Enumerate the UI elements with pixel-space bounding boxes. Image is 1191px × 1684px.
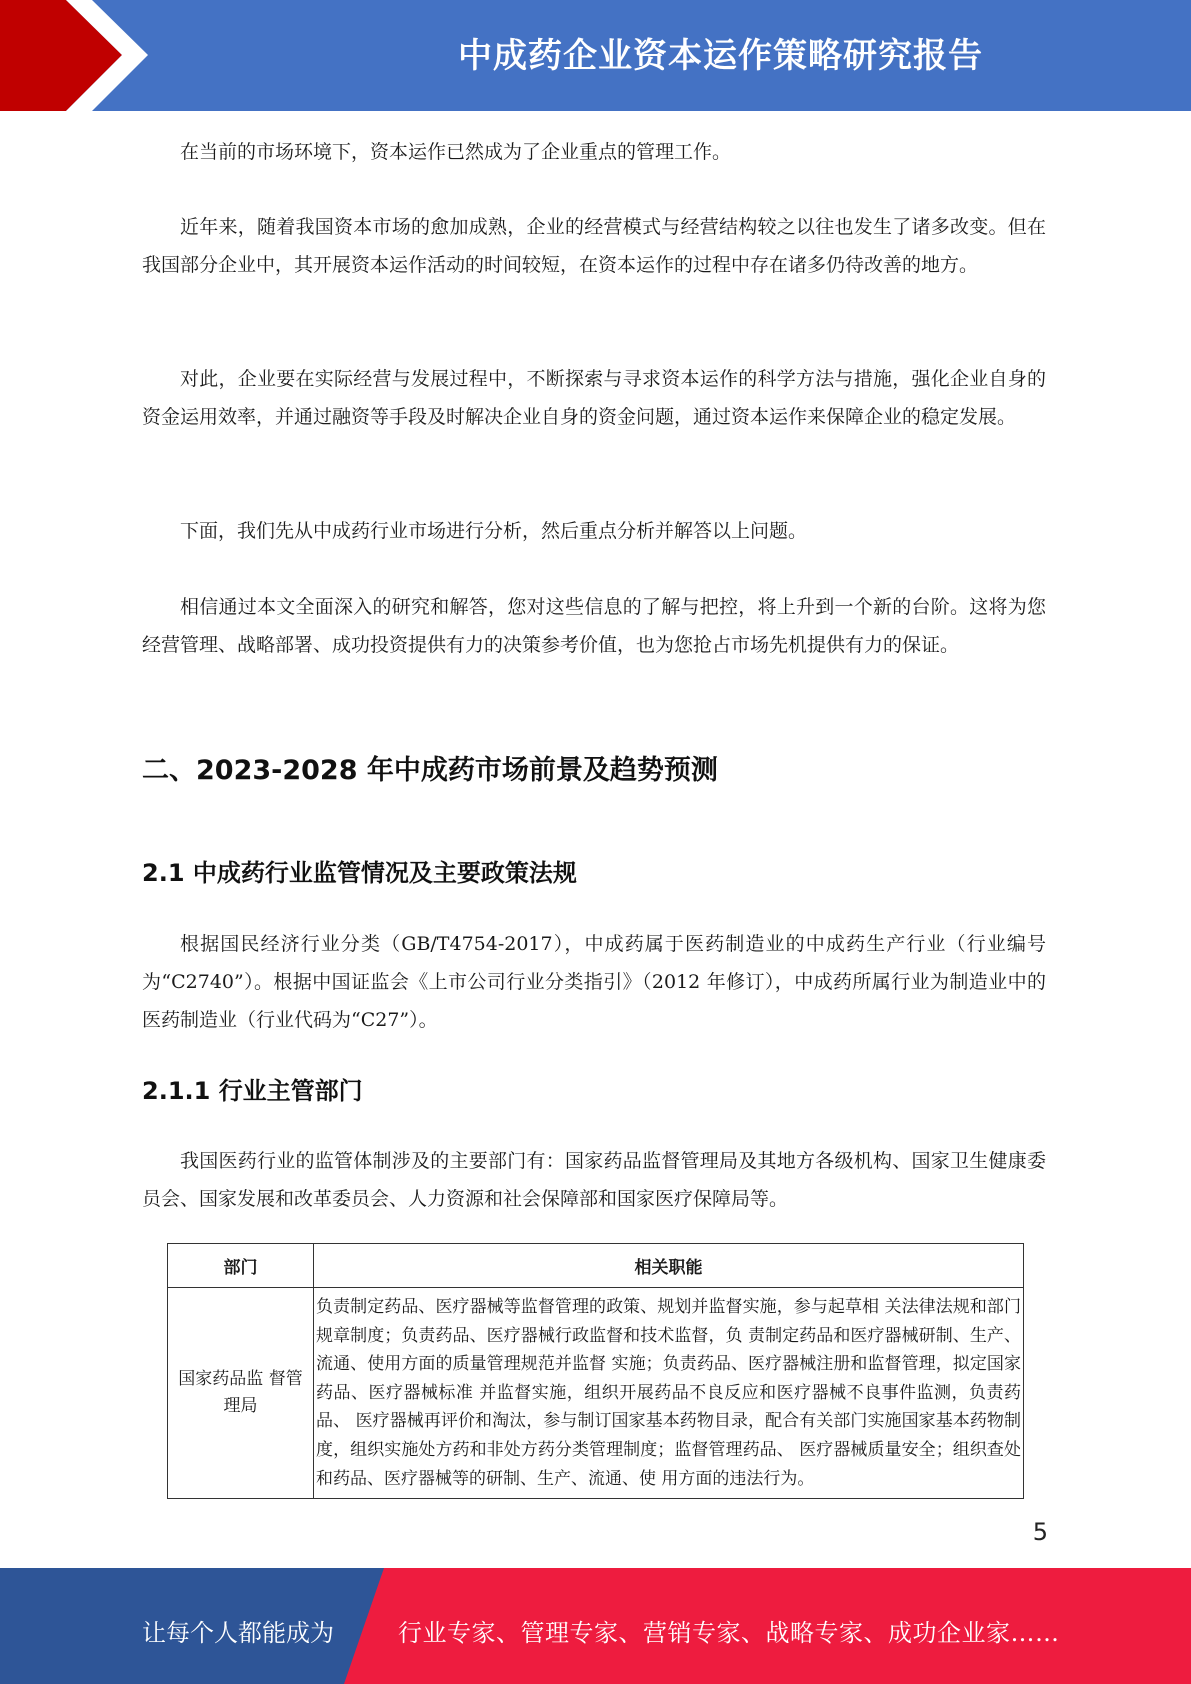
page-footer <box>0 1568 1191 1684</box>
table-header-row <box>168 1244 1024 1288</box>
subsubsection-heading-block <box>142 1071 1046 1106</box>
table-row <box>168 1288 1024 1499</box>
subsubsection-paragraph-block <box>142 1142 1046 1218</box>
intro-paragraph-5 <box>142 588 1046 664</box>
report-title: 中成药企业资本运作策略研究报告 <box>458 36 983 76</box>
header-arrow-decoration <box>0 0 160 111</box>
intro-paragraph-4 <box>142 512 1046 550</box>
subsection-heading: 2.1 中成药行业监管情况及主要政策法规 <box>142 859 577 887</box>
footer-slogan-left: 让每个人都能成为 <box>142 1619 334 1647</box>
paragraph: 对此，企业要在实际经营与发展过程中，不断探索与寻求资本运作的科学方法与措施，强化企业自身的资金运用效率，并通过融资等手段及时解决企业自身的资金问题，通过资本运作来保障企业的稳定发展。 <box>142 368 1046 428</box>
section-heading: 二、2023-2028 年中成药市场前景及趋势预测 <box>142 755 718 786</box>
paragraph: 根据国民经济行业分类（GB/T4754-2017），中成药属于医药制造业的中成药生产行业（行业编号为“C2740”）。根据中国证监会《上市公司行业分类指引》（2012 年修订），中成药所属行业为制造业中的医药制造业（行业代码为“C27”）。 <box>142 933 1046 1031</box>
intro-paragraph-3 <box>142 360 1046 436</box>
section-heading-block <box>142 748 1046 787</box>
paragraph: 相信通过本文全面深入的研究和解答，您对这些信息的了解与把控，将上升到一个新的台阶。这将为您经营管理、战略部署、成功投资提供有力的决策参考价值，也为您抢占市场先机提供有力的保证。 <box>142 596 1046 656</box>
paragraph: 在当前的市场环境下，资本运作已然成为了企业重点的管理工作。 <box>180 141 732 163</box>
paragraph: 我国医药行业的监管体制涉及的主要部门有：国家药品监督管理局及其地方各级机构、国家卫生健康委员会、国家发展和改革委员会、人力资源和社会保障部和国家医疗保障局等。 <box>142 1150 1046 1210</box>
intro-paragraph-1 <box>142 133 1046 171</box>
subsection-paragraph-block <box>142 925 1046 1039</box>
column-header-functions: 相关职能 <box>314 1244 1024 1288</box>
page-number: 5 <box>1032 1518 1048 1546</box>
column-header-department: 部门 <box>168 1244 314 1288</box>
functions-cell: 负责制定药品、医疗器械等监督管理的政策、规划并监督实施，参与起草相 关法律法规和部门规章制度；负责药品、医疗器械行政监督和技术监督，负 责制定药品和医疗器械研制、生产、流通、使用方面的质量管理规范并监督 实施；负责药品、医疗器械注册和监督管理，拟定国家药品、医疗器械标准 并监督实施，组织开展药品不良反应和医疗器械不良事件监测，负责药品、 医疗器械再评价和淘汰，参与制订国家基本药物目录，配合有关部门实施国家基本药物制度，组织实施处方药和非处方药分类管理制度；监督管理药品、 医疗器械质量安全；组织查处和药品、医疗器械等的研制、生产、流通、使 用方面的违法行为。 <box>314 1288 1024 1499</box>
subsection-heading-block <box>142 853 1046 888</box>
page-header <box>0 0 1191 111</box>
department-functions-table <box>167 1243 1024 1499</box>
intro-paragraph-2 <box>142 208 1046 284</box>
department-cell: 国家药品监 督管理局 <box>168 1288 314 1499</box>
footer-slogan-right: 行业专家、管理专家、营销专家、战略专家、成功企业家…… <box>398 1619 1060 1647</box>
paragraph: 近年来，随着我国资本市场的愈加成熟，企业的经营模式与经营结构较之以往也发生了诸多改变。但在我国部分企业中，其开展资本运作活动的时间较短，在资本运作的过程中存在诸多仍待改善的地方。 <box>142 216 1046 276</box>
paragraph: 下面，我们先从中成药行业市场进行分析，然后重点分析并解答以上问题。 <box>180 520 808 542</box>
subsubsection-heading: 2.1.1 行业主管部门 <box>142 1077 363 1105</box>
